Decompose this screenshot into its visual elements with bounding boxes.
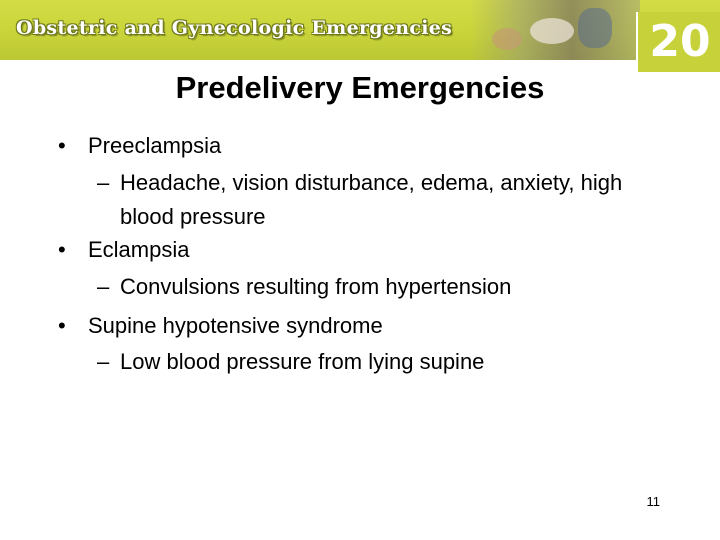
chapter-title: Obstetric and Gynecologic Emergencies <box>16 17 453 39</box>
bullet-text: Eclampsia <box>88 237 190 262</box>
page-number: 11 <box>646 494 660 509</box>
header-photo <box>470 0 640 60</box>
chapter-number-badge <box>636 12 720 74</box>
bullet-dot: • <box>58 313 66 338</box>
bullet-text: Supine hypotensive syndrome <box>88 313 383 338</box>
sub-bullet-dash: – <box>97 170 110 195</box>
header-banner <box>0 0 720 60</box>
chapter-number: 20 <box>649 16 711 67</box>
bullet-text: Preeclampsia <box>88 133 222 158</box>
sub-bullet-dash: – <box>97 274 110 299</box>
bullet-dot: • <box>58 237 66 262</box>
sub-bullet-text: Convulsions resulting from hypertension <box>120 274 512 299</box>
sub-bullet-text: Low blood pressure from lying supine <box>120 349 485 374</box>
bullet-dot: • <box>58 133 66 158</box>
sub-bullet-dash: – <box>97 349 110 374</box>
sub-bullet-text: Headache, vision disturbance, edema, anxiety, high blood pressure <box>120 170 623 229</box>
slide-title: Predelivery Emergencies <box>175 70 545 105</box>
